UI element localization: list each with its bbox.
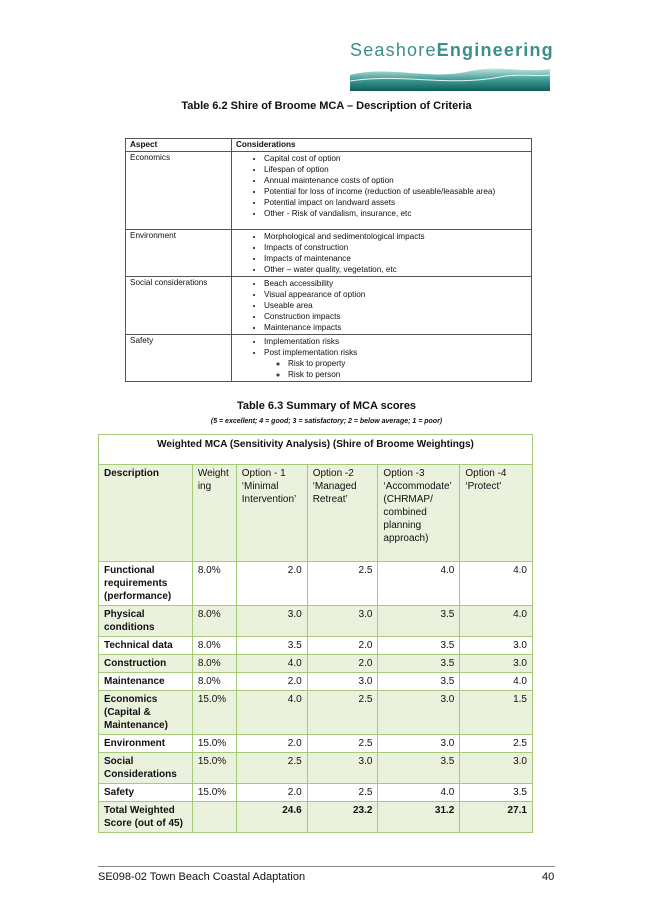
considerations-cell <box>232 277 532 335</box>
option-1-header: Option - 1 ‘Minimal Intervention’ <box>236 465 307 562</box>
option-1-score: 2.5 <box>236 753 307 784</box>
option-2-score: 3.0 <box>307 753 378 784</box>
criteria-row-social <box>126 277 532 335</box>
list-item: • Potential for loss of income (reduction of useable/leasable area) <box>264 186 527 197</box>
option-3-score: 3.5 <box>378 606 460 637</box>
logo-word-seashore: Seashore <box>350 40 437 60</box>
option-1-score: 4.0 <box>236 655 307 673</box>
logo-text <box>350 40 554 61</box>
option-3-score: 3.0 <box>378 691 460 735</box>
considerations-header: Considerations <box>232 139 532 152</box>
option-1-score: 3.5 <box>236 637 307 655</box>
sub-list-item: ◦ Risk to property <box>288 358 527 369</box>
seashore-engineering-logo <box>350 40 554 92</box>
row-name: Functional requirements (performance) <box>99 562 193 606</box>
option-1-score: 2.0 <box>236 562 307 606</box>
weight-cell: 15.0% <box>192 735 236 753</box>
option-1-score: 2.0 <box>236 673 307 691</box>
option-3-score: 3.5 <box>378 655 460 673</box>
list-item: • Annual maintenance costs of option <box>264 175 527 186</box>
criteria-header-row <box>126 139 532 152</box>
table-row <box>99 637 533 655</box>
row-name: Environment <box>99 735 193 753</box>
row-name: Technical data <box>99 637 193 655</box>
considerations-list <box>236 231 527 275</box>
weight-cell: 15.0% <box>192 784 236 802</box>
option-2-score: 3.0 <box>307 606 378 637</box>
option-1-score: 2.0 <box>236 784 307 802</box>
row-name: Physical conditions <box>99 606 193 637</box>
mca-caption-row <box>99 435 533 465</box>
option-3-score: 3.5 <box>378 637 460 655</box>
option-1-score: 2.0 <box>236 735 307 753</box>
total-label: Total Weighted Score (out of 45) <box>99 802 193 833</box>
option-1-score: 4.0 <box>236 691 307 735</box>
option-4-score: 3.0 <box>460 655 533 673</box>
list-item <box>264 347 527 380</box>
footer-document-title: SE098-02 Town Beach Coastal Adaptation <box>98 871 306 883</box>
table-row <box>99 606 533 637</box>
option-4-score: 3.0 <box>460 637 533 655</box>
option-4-score: 4.0 <box>460 606 533 637</box>
option-2-total: 23.2 <box>307 802 378 833</box>
list-item: • Visual appearance of option <box>264 289 527 300</box>
criteria-row-economics <box>126 152 532 230</box>
weight-cell: 8.0% <box>192 606 236 637</box>
option-2-score: 2.5 <box>307 735 378 753</box>
option-2-score: 2.5 <box>307 784 378 802</box>
option-4-header: Option -4 ‘Protect’ <box>460 465 533 562</box>
considerations-cell <box>232 152 532 230</box>
table-row <box>99 691 533 735</box>
page-number: 40 <box>542 871 555 883</box>
option-4-score: 4.0 <box>460 673 533 691</box>
option-2-score: 3.0 <box>307 673 378 691</box>
mca-header-row <box>99 465 533 562</box>
weight-cell: 8.0% <box>192 562 236 606</box>
option-3-score: 3.5 <box>378 753 460 784</box>
list-item: • Other - Risk of vandalism, insurance, etc <box>264 208 527 219</box>
aspect-cell: Safety <box>126 335 232 382</box>
row-name: Maintenance <box>99 673 193 691</box>
description-header: Description <box>99 465 193 562</box>
weight-cell: 8.0% <box>192 655 236 673</box>
list-item: • Construction impacts <box>264 311 527 322</box>
criteria-row-safety <box>126 335 532 382</box>
list-item: • Beach accessibility <box>264 278 527 289</box>
option-3-total: 31.2 <box>378 802 460 833</box>
option-1-total: 24.6 <box>236 802 307 833</box>
list-item: • Maintenance impacts <box>264 322 527 333</box>
sub-list <box>264 358 527 380</box>
row-name: Construction <box>99 655 193 673</box>
option-4-total: 27.1 <box>460 802 533 833</box>
table-row <box>99 562 533 606</box>
option-2-score: 2.5 <box>307 562 378 606</box>
option-4-score: 1.5 <box>460 691 533 735</box>
sub-list-item: ◦ Risk to person <box>288 369 527 380</box>
option-4-score: 3.5 <box>460 784 533 802</box>
aspect-cell: Economics <box>126 152 232 230</box>
row-name: Economics (Capital & Maintenance) <box>99 691 193 735</box>
considerations-list <box>236 153 527 219</box>
option-3-score: 4.0 <box>378 562 460 606</box>
table-row <box>99 735 533 753</box>
table-row <box>99 784 533 802</box>
considerations-list <box>236 336 527 380</box>
list-item-text: Post implementation risks <box>264 348 358 357</box>
weighting-header: Weight ing <box>192 465 236 562</box>
weight-cell: 15.0% <box>192 691 236 735</box>
list-item: • Capital cost of option <box>264 153 527 164</box>
table-6-2-title: Table 6.2 Shire of Broome MCA – Description of Criteria <box>181 100 472 112</box>
list-item: • Lifespan of option <box>264 164 527 175</box>
list-item: • Impacts of maintenance <box>264 253 527 264</box>
option-4-score: 3.0 <box>460 753 533 784</box>
considerations-cell <box>232 335 532 382</box>
weight-cell: 8.0% <box>192 637 236 655</box>
row-name: Social Considerations <box>99 753 193 784</box>
mca-caption: Weighted MCA (Sensitivity Analysis) (Shire of Broome Weightings) <box>99 435 533 465</box>
wave-icon <box>350 63 550 91</box>
footer-divider <box>98 866 555 867</box>
aspect-cell: Environment <box>126 230 232 277</box>
score-legend-note: (5 = excellent; 4 = good; 3 = satisfactory; 2 = below average; 1 = poor) <box>210 418 443 425</box>
criteria-row-environment <box>126 230 532 277</box>
list-item: • Morphological and sedimentological impacts <box>264 231 527 242</box>
option-2-header: Option -2 ‘Managed Retreat’ <box>307 465 378 562</box>
considerations-cell <box>232 230 532 277</box>
aspect-cell: Social considerations <box>126 277 232 335</box>
row-name: Safety <box>99 784 193 802</box>
list-item: • Impacts of construction <box>264 242 527 253</box>
option-2-score: 2.0 <box>307 655 378 673</box>
table-row <box>99 673 533 691</box>
option-2-score: 2.5 <box>307 691 378 735</box>
considerations-list <box>236 278 527 333</box>
option-4-score: 2.5 <box>460 735 533 753</box>
logo-word-engineering: Engineering <box>436 40 554 60</box>
table-row <box>99 753 533 784</box>
list-item: • Useable area <box>264 300 527 311</box>
weight-cell: 15.0% <box>192 753 236 784</box>
weight-cell <box>192 802 236 833</box>
criteria-table <box>125 138 532 382</box>
list-item: • Potential impact on landward assets <box>264 197 527 208</box>
mca-scores-table <box>98 434 533 833</box>
table-6-3-title: Table 6.3 Summary of MCA scores <box>236 400 417 412</box>
option-3-score: 3.5 <box>378 673 460 691</box>
option-3-score: 3.0 <box>378 735 460 753</box>
table-row <box>99 655 533 673</box>
aspect-header: Aspect <box>126 139 232 152</box>
list-item: • Implementation risks <box>264 336 527 347</box>
total-row <box>99 802 533 833</box>
list-item: • Other – water quality, vegetation, etc <box>264 264 527 275</box>
option-4-score: 4.0 <box>460 562 533 606</box>
option-1-score: 3.0 <box>236 606 307 637</box>
weight-cell: 8.0% <box>192 673 236 691</box>
option-3-score: 4.0 <box>378 784 460 802</box>
option-3-header: Option -3 ‘Accommodate’ (CHRMAP/ combined planning approach) <box>378 465 460 562</box>
option-2-score: 2.0 <box>307 637 378 655</box>
